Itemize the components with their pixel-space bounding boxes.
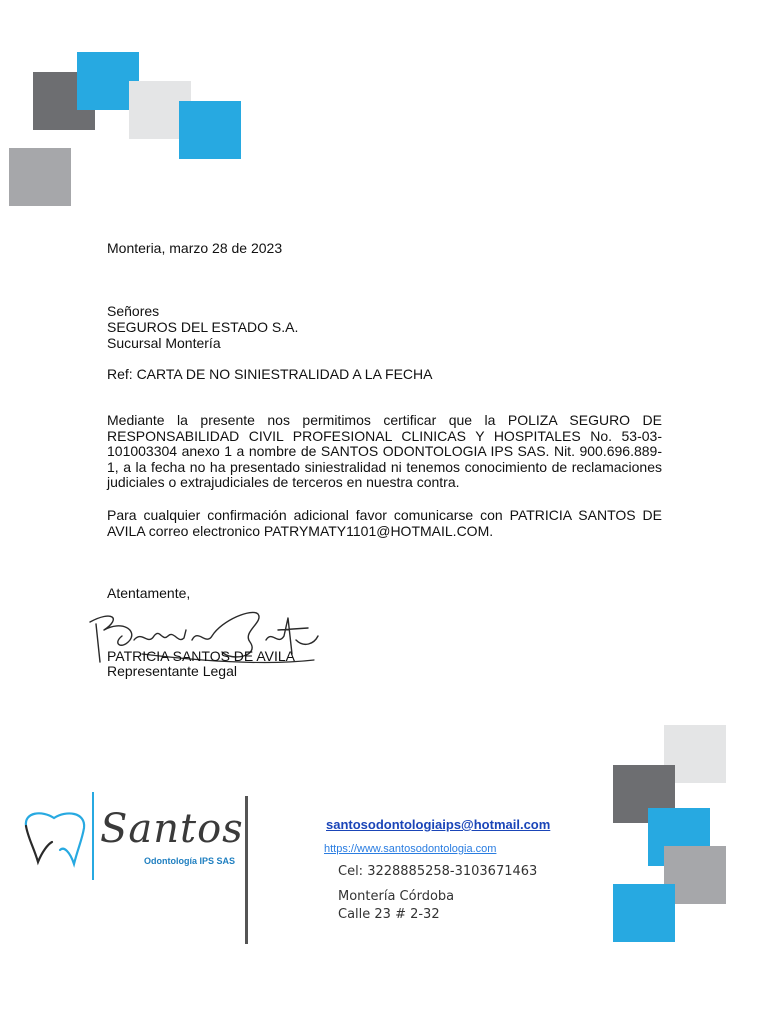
- signer-name: PATRICIA SANTOS DE AVILA: [107, 648, 296, 664]
- email-link[interactable]: santosodontologiaips@hotmail.com: [326, 817, 551, 832]
- logo-wordmark: Santos: [100, 806, 244, 852]
- body-paragraph-2: Para cualquier confirmación adicional favor comunicarse con PATRICIA SANTOS DE AVILA correo electronico PATRYMATY1101@HOTMAIL.COM.: [107, 507, 662, 539]
- tooth-logo-icon: [20, 808, 92, 870]
- recipient-branch: Sucursal Montería: [107, 335, 221, 351]
- letter-date: Monteria, marzo 28 de 2023: [107, 240, 283, 256]
- recipient-name: SEGUROS DEL ESTADO S.A.: [107, 319, 299, 335]
- logo-tagline: Odontología IPS SAS: [144, 856, 236, 866]
- decor-square-mid: [9, 148, 71, 206]
- website-link[interactable]: https://www.santosodontologia.com: [324, 843, 497, 855]
- decor-square-blue-2: [179, 101, 241, 159]
- logo-divider: [92, 792, 94, 880]
- decor-square-blue-br-2: [613, 884, 675, 942]
- body-paragraph-1: Mediante la presente nos permitimos certificar que la POLIZA SEGURO DE RESPONSABILIDAD CIVIL PROFESIONAL CLINICAS Y HOSPITALES No. 53-03-101003304 anexo 1 a nombre de SANTOS ODONTOLOGIA IPS SAS. Nit. 900.696.889-1, a la fecha no ha presentado siniestralidad ni tenemos conocimiento de reclamaciones judiciales o extrajudiciales de terceros en nuestra contra.: [107, 412, 662, 491]
- city: Montería Córdoba: [338, 889, 455, 904]
- salutation: Señores: [107, 303, 160, 319]
- closing: Atentamente,: [107, 585, 191, 601]
- signer-title: Representante Legal: [107, 663, 237, 679]
- reference-line: Ref: CARTA DE NO SINIESTRALIDAD A LA FECHA: [107, 366, 433, 382]
- footer-divider: [245, 796, 248, 944]
- address: Calle 23 # 2-32: [338, 907, 440, 922]
- phone-number: Cel: 3228885258-3103671463: [338, 864, 538, 879]
